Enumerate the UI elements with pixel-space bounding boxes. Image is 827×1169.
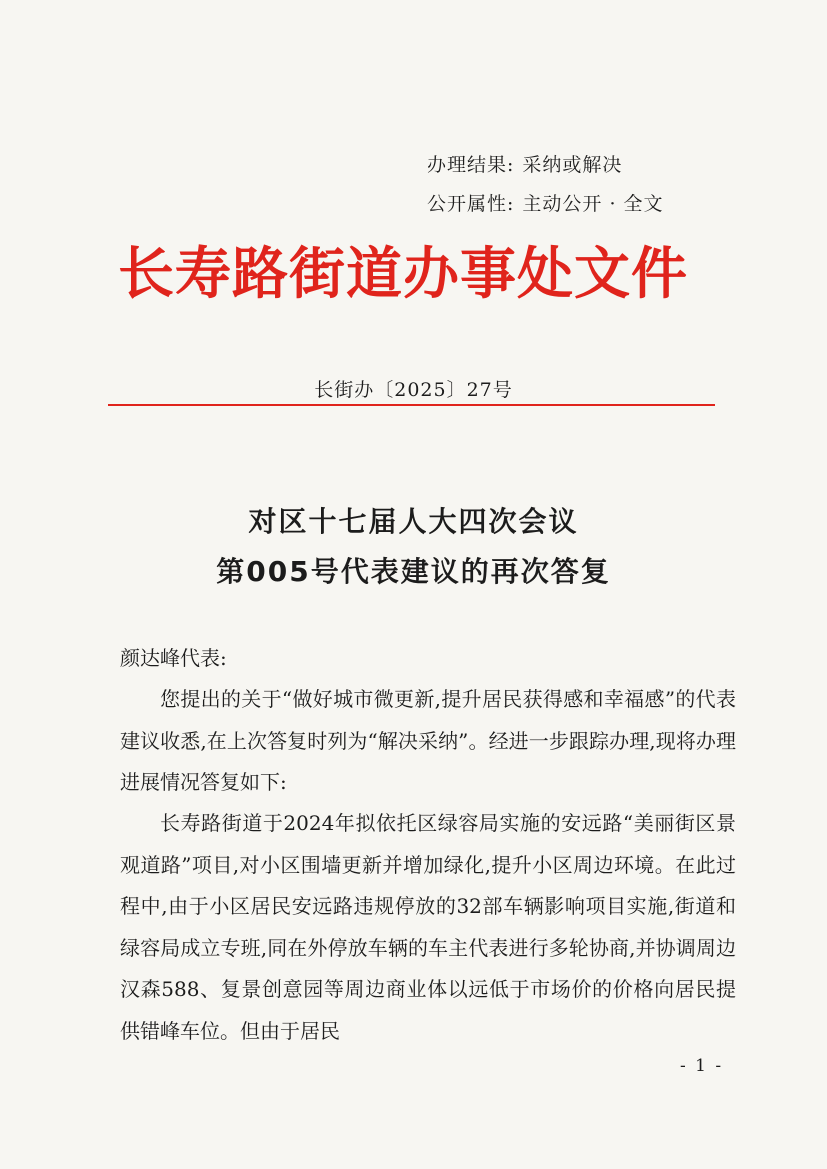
- salutation: 颜达峰代表:: [120, 646, 227, 670]
- disclosure-attribute: [427, 189, 664, 216]
- body-paragraph-2: 长寿路街道于2024年拟依托区绿容局实施的安远路“美丽街区景观道路”项目,对小区围墙更新并增加绿化,提升小区周边环境。在此过程中,由于小区居民安远路违规停放的32部车辆影响项目实施,街道和绿容局成立专班,同在外停放车辆的车主代表进行多轮协商,并协调周边汉森588、复景创意园等周边商业体以远低于市场价的价格向居民提供错峰车位。但由于居民: [120, 811, 736, 1043]
- document-number: 长街办〔2025〕27号: [314, 379, 513, 401]
- page-number: - 1 -: [680, 1056, 724, 1076]
- handling-result: [427, 150, 622, 177]
- body-paragraph-1: 您提出的关于“做好城市微更新,提升居民获得感和幸福感”的代表建议收悉,在上次答复时列为“解决采纳”。经进一步跟踪办理,现将办理进展情况答复如下:: [120, 687, 736, 794]
- document-title-line-1: 对区十七届人大四次会议: [248, 505, 579, 538]
- disclosure-value: 主动公开 · 全文: [522, 193, 664, 215]
- document-title-line-2: 第005号代表建议的再次答复: [216, 555, 611, 588]
- issuer-title: 长寿路街道办事处文件: [118, 242, 688, 307]
- red-divider-line: [108, 404, 715, 406]
- handling-result-label: 办理结果:: [427, 154, 515, 176]
- handling-result-value: 采纳或解决: [522, 154, 623, 176]
- disclosure-label: 公开属性:: [427, 193, 515, 215]
